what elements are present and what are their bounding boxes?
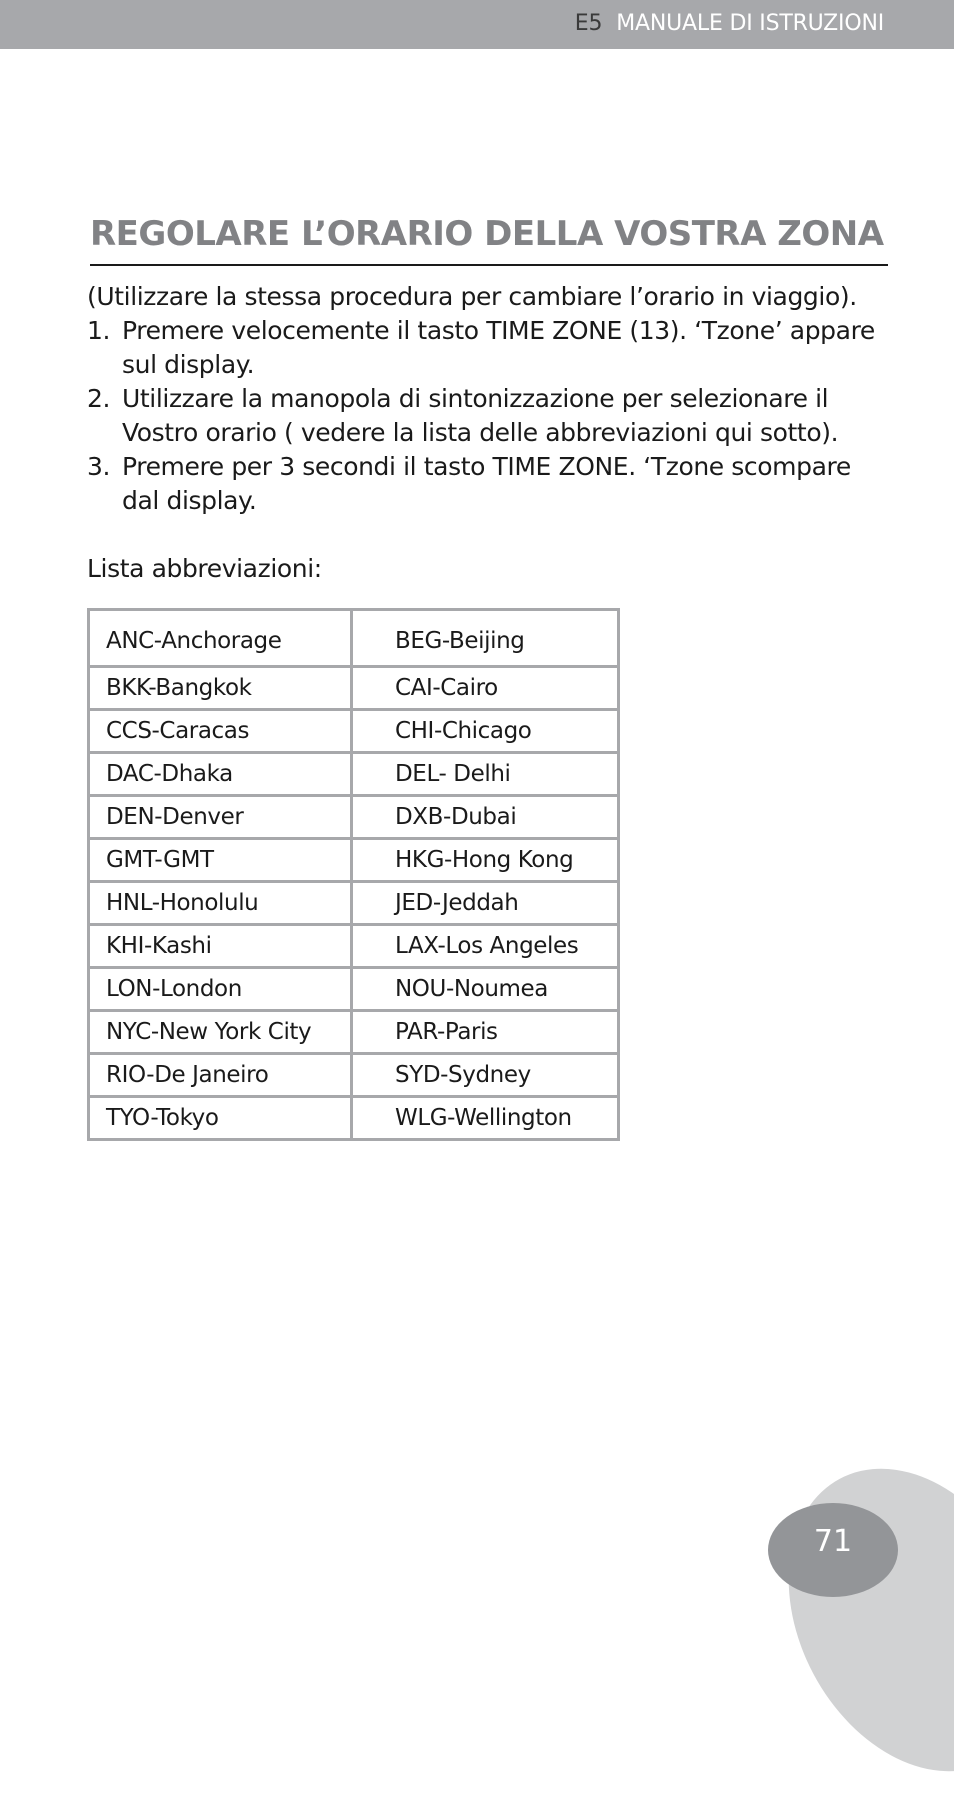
table-cell: HKG-Hong Kong [352, 839, 619, 882]
table-row [89, 882, 619, 925]
step-number: 1. [87, 316, 111, 345]
table-cell: GMT-GMT [89, 839, 352, 882]
step-number: 3. [87, 452, 111, 481]
table-cell: HNL-Honolulu [89, 882, 352, 925]
table-row [89, 839, 619, 882]
table-cell: NYC-New York City [89, 1011, 352, 1054]
page-number: 71 [813, 1524, 853, 1559]
table-cell: NOU-Noumea [352, 968, 619, 1011]
steps-list [87, 314, 887, 518]
step-text: Premere per 3 secondi il tasto TIME ZONE. ‘Tzone scompare dal display. [122, 452, 851, 515]
table-row [89, 796, 619, 839]
title-underline [90, 264, 888, 266]
table-cell: DAC-Dhaka [89, 753, 352, 796]
corner-decoration [738, 1425, 954, 1815]
table-cell: RIO-De Janeiro [89, 1054, 352, 1097]
table-cell: TYO-Tokyo [89, 1097, 352, 1140]
table-row [89, 925, 619, 968]
table-cell: CHI-Chicago [352, 710, 619, 753]
table-cell: JED-Jeddah [352, 882, 619, 925]
step-item [87, 450, 887, 518]
table-row [89, 610, 619, 667]
step-text: Premere velocemente il tasto TIME ZONE (13). ‘Tzone’ appare sul display. [122, 316, 875, 379]
step-item [87, 314, 887, 382]
table-cell: DEL- Delhi [352, 753, 619, 796]
table-cell: KHI-Kashi [89, 925, 352, 968]
table-cell: LAX-Los Angeles [352, 925, 619, 968]
step-item [87, 382, 887, 450]
step-text: Utilizzare la manopola di sintonizzazione per selezionare il Vostro orario ( vedere la lista delle abbreviazioni qui sotto). [122, 384, 839, 447]
table-cell: ANC-Anchorage [89, 610, 352, 667]
table-row [89, 1054, 619, 1097]
table-row [89, 710, 619, 753]
step-number: 2. [87, 384, 111, 413]
table-cell: SYD-Sydney [352, 1054, 619, 1097]
table-cell: PAR-Paris [352, 1011, 619, 1054]
table-cell: DXB-Dubai [352, 796, 619, 839]
manual-title: MANUALE DI ISTRUZIONI [616, 11, 884, 36]
table-cell: BKK-Bangkok [89, 667, 352, 710]
header-text [575, 11, 884, 36]
table-cell: CCS-Caracas [89, 710, 352, 753]
intro-text: (Utilizzare la stessa procedura per cambiare l’orario in viaggio). [87, 282, 857, 311]
table-cell: LON-London [89, 968, 352, 1011]
instructions [87, 280, 887, 518]
abbreviations-table [87, 608, 620, 1141]
table-row [89, 1097, 619, 1140]
header-bar [0, 0, 954, 49]
table-cell: CAI-Cairo [352, 667, 619, 710]
model-name: E5 [574, 11, 603, 36]
page-title: REGOLARE L’ORARIO DELLA VOSTRA ZONA [90, 214, 884, 254]
table-row [89, 968, 619, 1011]
table-row [89, 667, 619, 710]
table-cell: WLG-Wellington [352, 1097, 619, 1140]
table-row [89, 753, 619, 796]
list-label: Lista abbreviazioni: [87, 554, 322, 583]
table-cell: BEG-Beijing [352, 610, 619, 667]
table-cell: DEN-Denver [89, 796, 352, 839]
table-row [89, 1011, 619, 1054]
